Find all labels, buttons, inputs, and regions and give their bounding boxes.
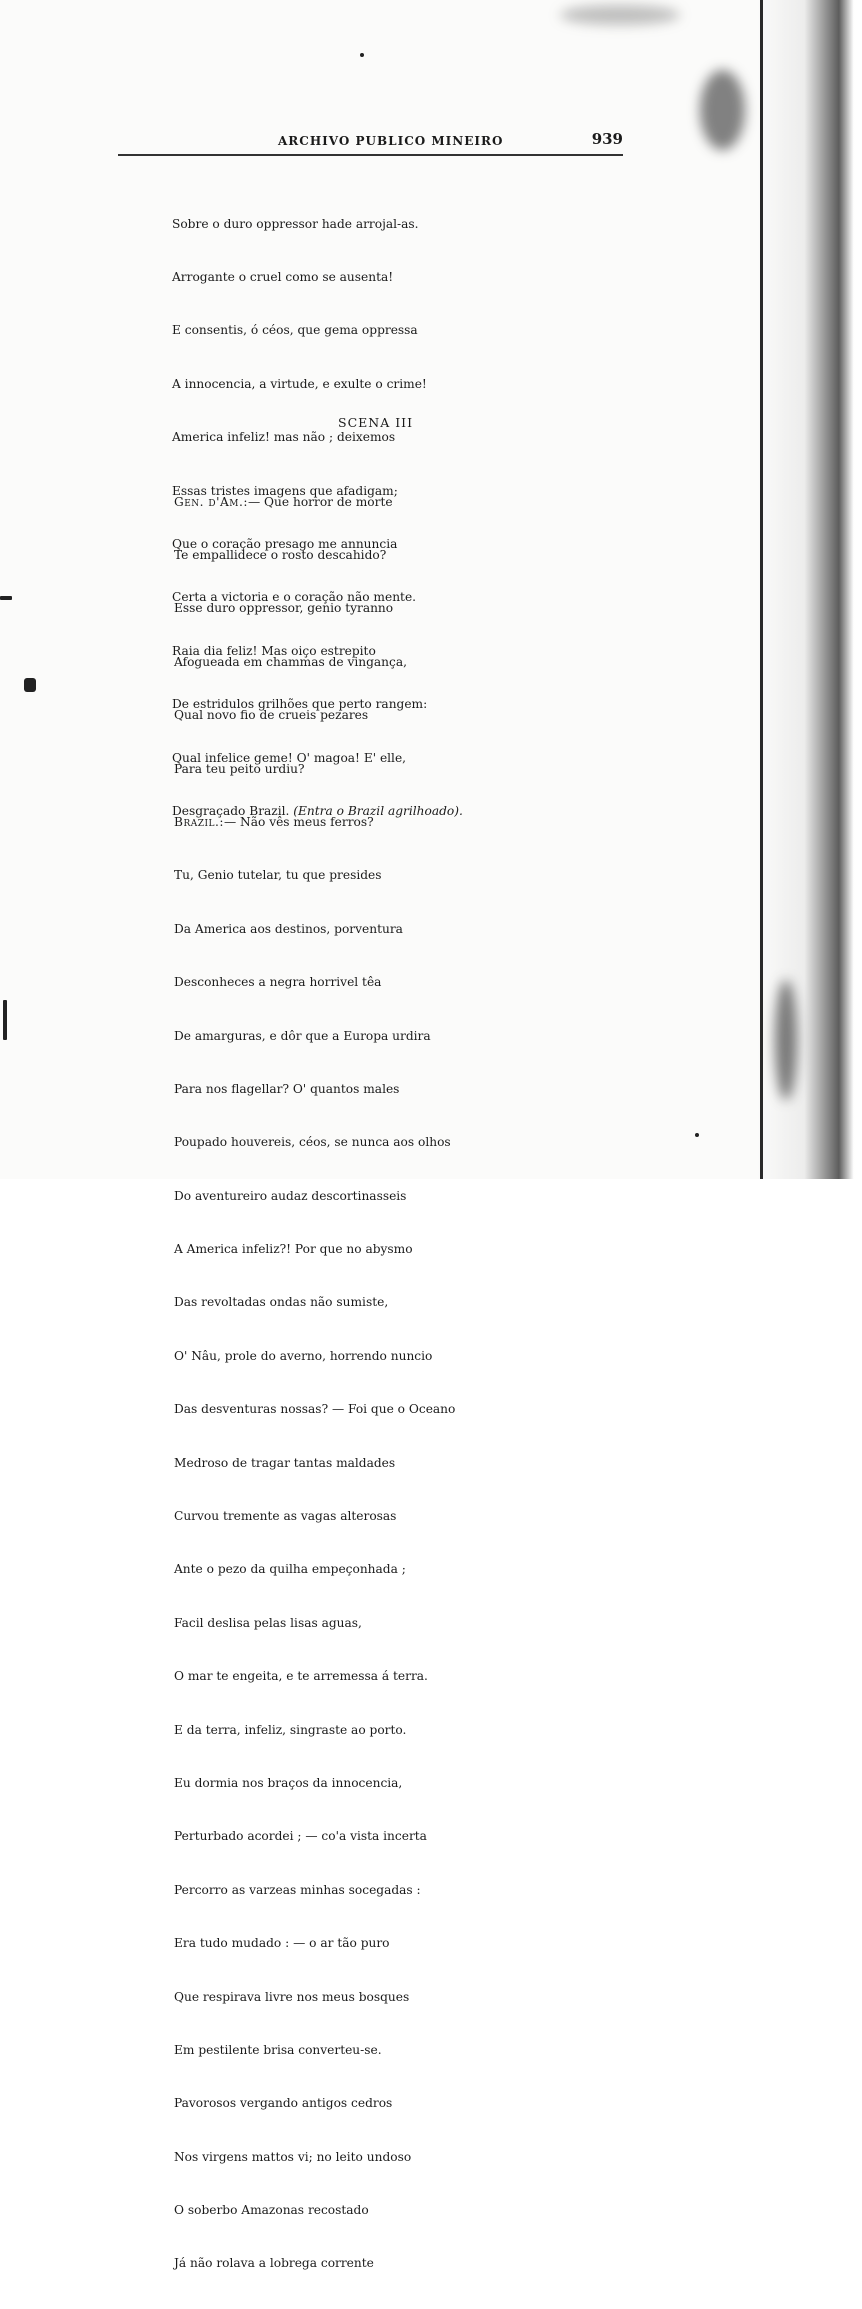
scene-title: SCENA III bbox=[338, 415, 414, 430]
verse-line: Curvou tremente as vagas alterosas bbox=[174, 1509, 397, 1524]
header-rule bbox=[118, 154, 623, 156]
verse-line: O soberbo Amazonas recostado bbox=[174, 2203, 369, 2218]
verse-line: Facil deslisa pelas lisas aguas, bbox=[174, 1615, 362, 1630]
ink-speck bbox=[24, 678, 36, 692]
speaker-name: Gen. d'Am.: bbox=[174, 494, 248, 509]
verse-line: Raia dia feliz! Mas oiço estrepito bbox=[172, 643, 376, 658]
verse-line: Nos virgens mattos vi; no leito undoso bbox=[174, 2149, 412, 2164]
verse-line: Eu dormia nos braços da innocencia, bbox=[174, 1775, 403, 1790]
verse-line: Te empallidece o rosto descahido? bbox=[174, 547, 387, 562]
verse-line: A America infeliz?! Por que no abysmo bbox=[174, 1242, 413, 1257]
verse-line: Perturbado acordei ; — co'a vista incerta bbox=[174, 1829, 427, 1844]
verse-line: Qual novo fio de crueis pezares bbox=[174, 708, 369, 723]
dialogue-text: — Não vês meus ferros? bbox=[224, 814, 374, 829]
speaker-name: Brazil.: bbox=[174, 814, 224, 829]
verse-line: Certa a victoria e o coração não mente. bbox=[172, 590, 417, 605]
ink-speck bbox=[3, 1000, 7, 1040]
dialogue-text: — Que horror de morte bbox=[248, 494, 393, 509]
running-header bbox=[118, 132, 623, 154]
verse-text: Desgraçado Brazil. bbox=[172, 803, 294, 818]
verse-line: Afogueada em chammas de vingança, bbox=[174, 654, 408, 669]
ink-speck bbox=[0, 596, 12, 600]
verse-line: Que o coração presago me annuncia bbox=[172, 536, 398, 551]
verse-line: Medroso de tragar tantas maldades bbox=[174, 1455, 396, 1470]
verse-line: Do aventureiro audaz descortinasseis bbox=[174, 1188, 407, 1203]
stage-direction: (Entra o Brazil agrilhoado). bbox=[293, 803, 463, 818]
verse-line: Da America aos destinos, porventura bbox=[174, 921, 403, 936]
ink-smudge bbox=[775, 980, 797, 1100]
verse-line: Era tudo mudado : — o ar tão puro bbox=[174, 1936, 390, 1951]
verse-line: Poupado houvereis, céos, se nunca aos olhos bbox=[174, 1135, 451, 1150]
verse-line: A innocencia, a virtude, e exulte o crime! bbox=[172, 376, 427, 391]
verse-line: Pavorosos vergando antigos cedros bbox=[174, 2096, 393, 2111]
verse-line: Para teu peito urdiu? bbox=[174, 761, 305, 776]
journal-title: ARCHIVO PUBLICO MINEIRO bbox=[278, 134, 504, 148]
verse-line: Para nos flagellar? O' quantos males bbox=[174, 1081, 400, 1096]
verse-line: Tu, Genio tutelar, tu que presides bbox=[174, 868, 382, 883]
verse-line: O' Nâu, prole do averno, horrendo nuncio bbox=[174, 1348, 433, 1363]
verse-line: De estridulos grilhões que perto rangem: bbox=[172, 697, 428, 712]
verse-line: De amarguras, e dôr que a Europa urdira bbox=[174, 1028, 431, 1043]
verse-line: Percorro as varzeas minhas socegadas : bbox=[174, 1882, 421, 1897]
verse-line: E consentis, ó céos, que gema oppressa bbox=[172, 323, 418, 338]
verse-line: Desconheces a negra horrivel têa bbox=[174, 975, 382, 990]
ink-smudge bbox=[560, 5, 680, 25]
verse-line: Das desventuras nossas? — Foi que o Oceano bbox=[174, 1402, 456, 1417]
verse-line: Ante o pezo da quilha empeçonhada ; bbox=[174, 1562, 406, 1577]
verse-line: E da terra, infeliz, singraste ao porto. bbox=[174, 1722, 407, 1737]
verse-line: O mar te engeita, e te arremessa á terra. bbox=[174, 1669, 428, 1684]
ink-speck bbox=[360, 53, 364, 57]
verse-line: Qual infelice geme! O' magoa! E' elle, bbox=[172, 750, 407, 765]
dialogue-line bbox=[174, 814, 455, 832]
page-edge-line bbox=[760, 0, 763, 1179]
verse-line: Essas tristes imagens que afadigam; bbox=[172, 483, 398, 498]
dialogue-line bbox=[174, 494, 455, 512]
verse-line: Sobre o duro oppressor hade arrojal-as. bbox=[172, 216, 419, 231]
verse-line: Arrogante o cruel como se ausenta! bbox=[172, 269, 394, 284]
verse-line: Em pestilente brisa converteu-se. bbox=[174, 2042, 382, 2057]
page-edge-shadow bbox=[757, 0, 862, 1179]
ink-speck bbox=[695, 1133, 699, 1137]
verse-block-2 bbox=[174, 458, 455, 2309]
verse-line: Já não rolava a lobrega corrente bbox=[174, 2256, 374, 2271]
verse-line: Esse duro oppressor, genio tyranno bbox=[174, 601, 394, 616]
verse-line: America infeliz! mas não ; deixemos bbox=[172, 430, 396, 445]
verse-line: Que respirava livre nos meus bosques bbox=[174, 1989, 410, 2004]
page-number: 939 bbox=[591, 130, 623, 148]
ink-smudge bbox=[700, 70, 745, 150]
verse-line: Das revoltadas ondas não sumiste, bbox=[174, 1295, 389, 1310]
